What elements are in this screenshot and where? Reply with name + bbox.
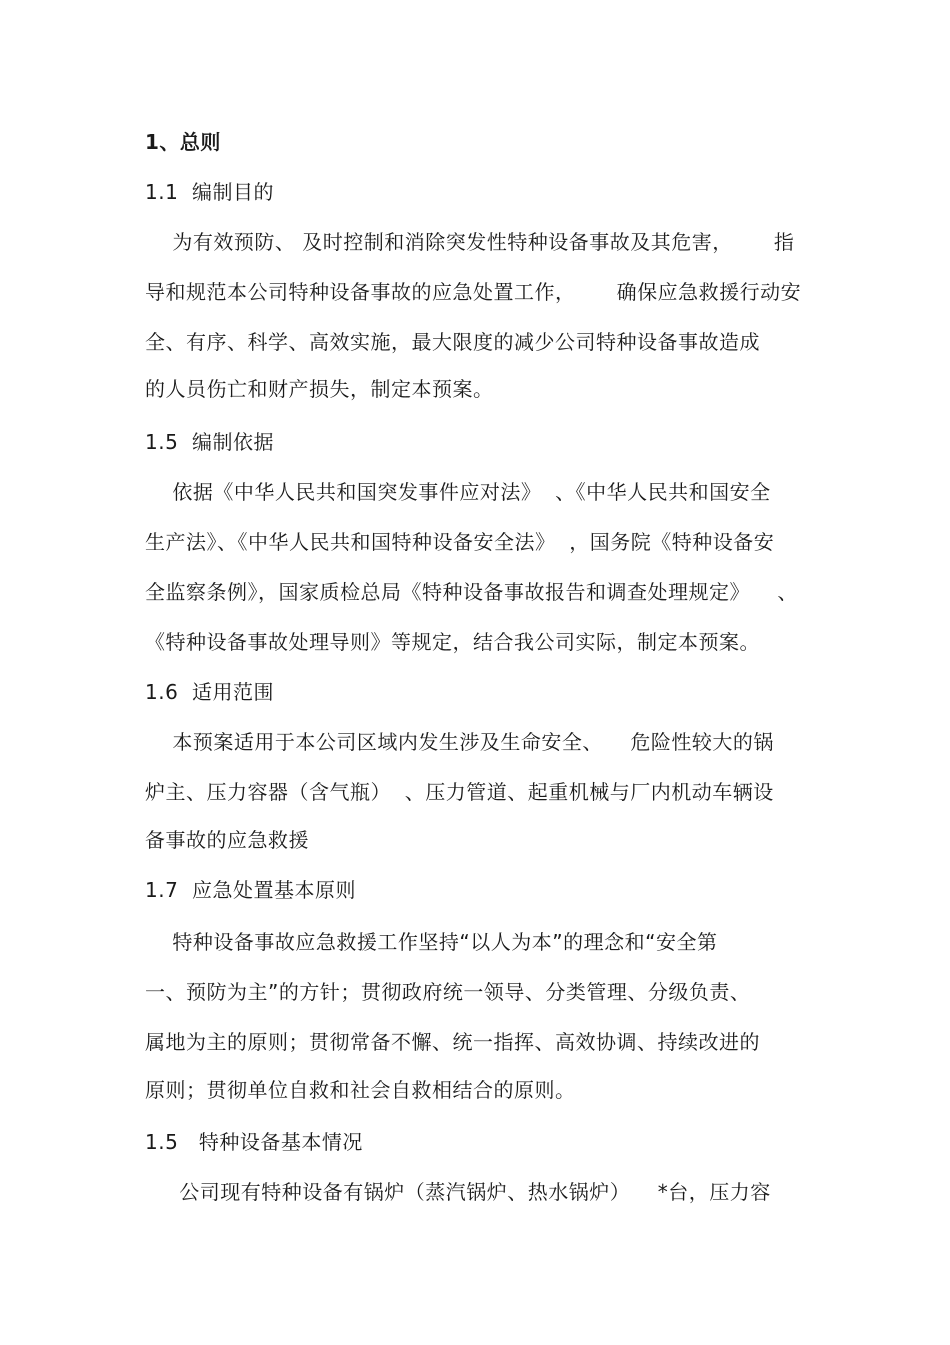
subsection-heading-principles: 1.7 应急处置基本原则 — [145, 878, 357, 902]
paragraph-line: 原则；贯彻单位自救和社会自救相结合的原则。 — [145, 1078, 576, 1102]
paragraph-line: 生产法》、《中华人民共和国特种设备安全法》 ，国务院《特种设备安 — [145, 530, 775, 554]
paragraph-line: 全监察条例》，国家质检总局《特种设备事故报告和调查处理规定》 、 — [145, 580, 798, 604]
paragraph-line: 一、预防为主”的方针；贯彻政府统一领导、分类管理、分级负责、 — [145, 980, 751, 1004]
paragraph-line: 全、有序、科学、高效实施，最大限度的减少公司特种设备事故造成 — [145, 330, 760, 354]
paragraph-line: 公司现有特种设备有锅炉（蒸汽锅炉、热水锅炉） *台，压力容 — [145, 1180, 771, 1204]
paragraph-line: 炉主、压力容器（含气瓶） 、压力管道、起重机械与厂内机动车辆设 — [145, 780, 774, 804]
paragraph-line: 特种设备事故应急救援工作坚持“以人为本”的理念和“安全第 — [145, 930, 718, 954]
subsection-heading-purpose: 1.1 编制目的 — [145, 180, 275, 204]
paragraph-line: 备事故的应急救援 — [145, 828, 309, 852]
paragraph-line: 为有效预防、 及时控制和消除突发性特种设备事故及其危害， 指 — [145, 230, 795, 254]
paragraph-line: 本预案适用于本公司区域内发生涉及生命安全、 危险性较大的锅 — [145, 730, 774, 754]
paragraph-line: 属地为主的原则；贯彻常备不懈、统一指挥、高效协调、持续改进的 — [145, 1030, 760, 1054]
subsection-heading-equipment: 1.5 特种设备基本情况 — [145, 1130, 363, 1154]
paragraph-line: 导和规范本公司特种设备事故的应急处置工作， 确保应急救援行动安 — [145, 280, 802, 304]
subsection-heading-scope: 1.6 适用范围 — [145, 680, 275, 704]
paragraph-line: 《特种设备事故处理导则》等规定，结合我公司实际，制定本预案。 — [145, 630, 760, 654]
subsection-heading-basis: 1.5 编制依据 — [145, 430, 275, 454]
paragraph-line: 依据《中华人民共和国突发事件应对法》 、《中华人民共和国安全 — [145, 480, 771, 504]
paragraph-line: 的人员伤亡和财产损失，制定本预案。 — [145, 377, 494, 401]
section-heading-general: 1、总则 — [145, 130, 221, 154]
